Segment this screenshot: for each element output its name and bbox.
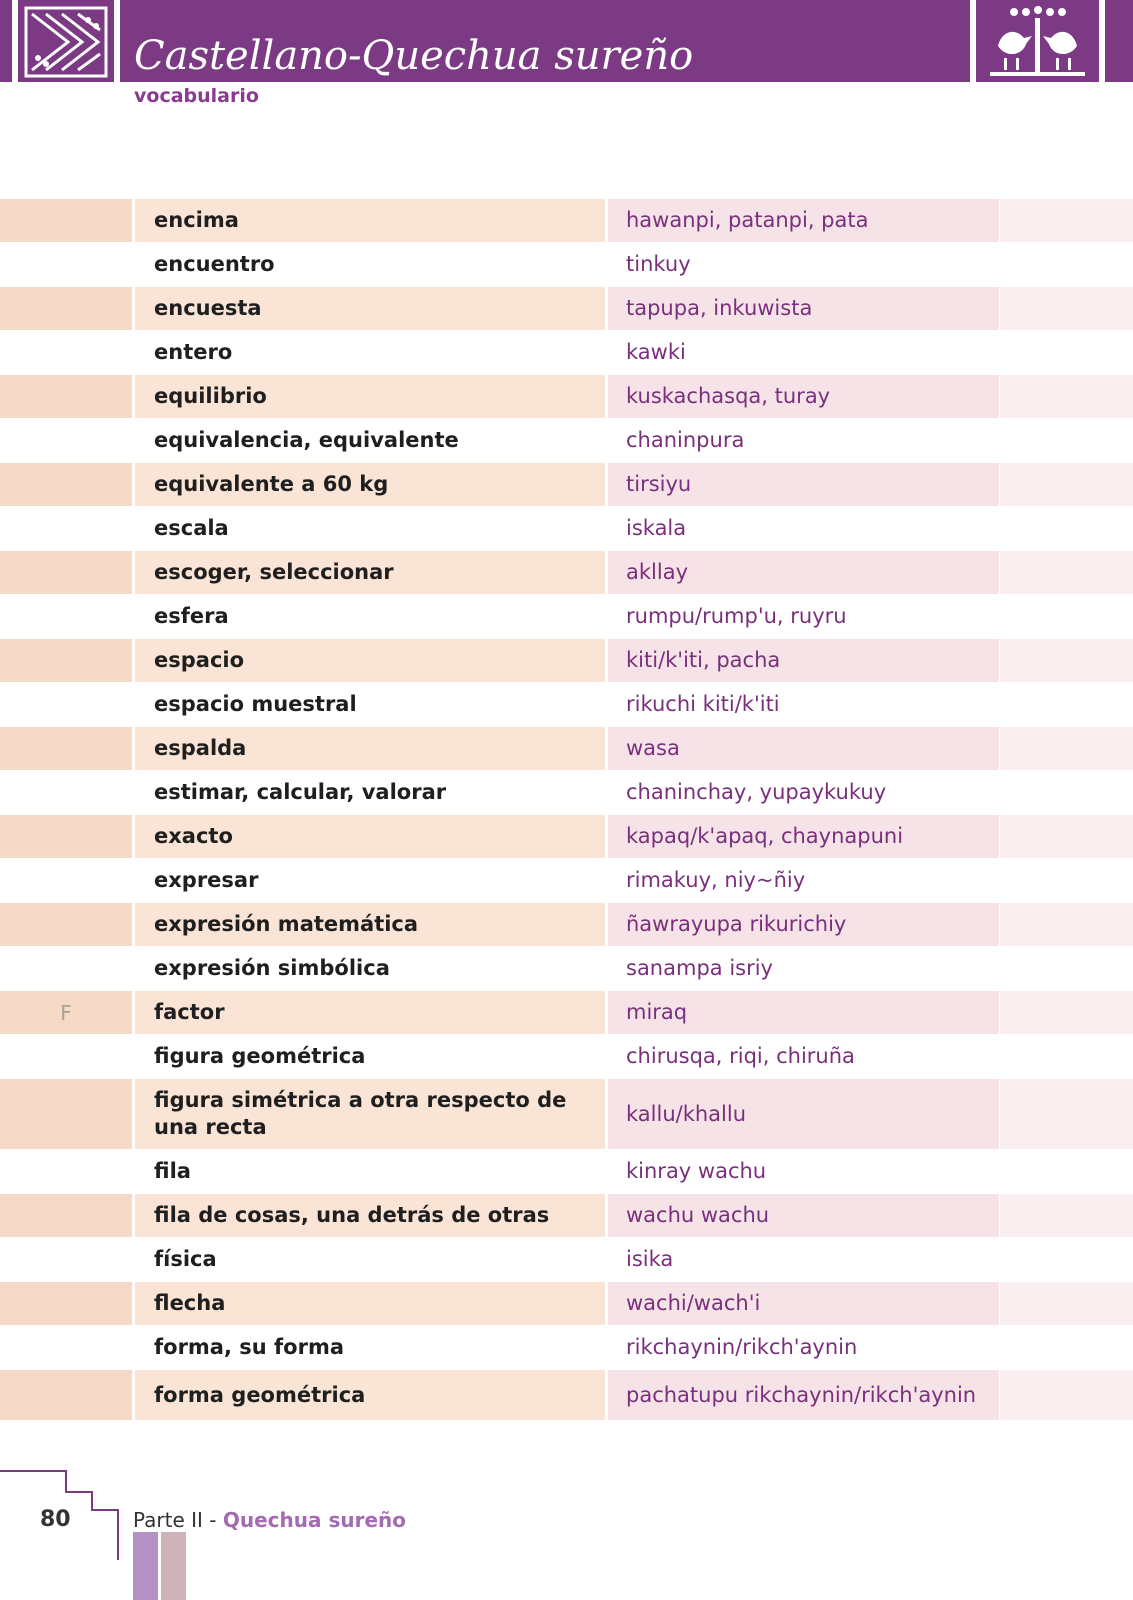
table-row <box>0 1282 1133 1325</box>
table-row <box>0 199 1133 242</box>
section-letter <box>0 683 132 726</box>
quechua-translation: wasa <box>608 727 999 770</box>
section-letter <box>0 463 132 506</box>
quechua-translation: kiti/k'iti, pacha <box>608 639 999 682</box>
section-letter <box>0 375 132 418</box>
section-letter <box>0 771 132 814</box>
section-letter <box>0 1238 132 1281</box>
footer-part-label <box>133 1506 406 1534</box>
table-row <box>0 287 1133 330</box>
row-tail <box>1000 1035 1133 1078</box>
section-letter <box>0 419 132 462</box>
table-row <box>0 243 1133 286</box>
table-row <box>0 727 1133 770</box>
spanish-term: expresar <box>154 868 259 892</box>
spanish-term: equilibrio <box>135 375 605 418</box>
section-letter <box>0 243 132 286</box>
table-row <box>0 507 1133 550</box>
table-row <box>0 331 1133 374</box>
quechua-translation: hawanpi, patanpi, pata <box>608 199 999 242</box>
spanish-term: forma, su forma <box>154 1335 344 1359</box>
table-row <box>0 1238 1133 1281</box>
quechua-translation: rikuchi kiti/k'iti <box>626 692 780 716</box>
row-tail <box>1000 991 1133 1034</box>
spanish-term: equivalencia, equivalente <box>154 428 459 452</box>
quechua-translation: tapupa, inkuwista <box>608 287 999 330</box>
page-number: 80 <box>40 1507 71 1532</box>
table-row <box>0 639 1133 682</box>
section-letter <box>0 1370 132 1420</box>
row-tail <box>1000 375 1133 418</box>
section-letter <box>0 287 132 330</box>
spanish-term: equivalente a 60 kg <box>135 463 605 506</box>
spanish-term: escoger, seleccionar <box>135 551 605 594</box>
left-logo <box>12 0 120 82</box>
quechua-translation: akllay <box>608 551 999 594</box>
quechua-translation: kuskachasqa, turay <box>608 375 999 418</box>
row-tail <box>1000 947 1133 990</box>
spanish-term: encima <box>135 199 605 242</box>
quechua-translation: sanampa isriy <box>626 956 773 980</box>
table-row <box>0 419 1133 462</box>
spanish-term: encuesta <box>135 287 605 330</box>
table-row <box>0 551 1133 594</box>
section-letter <box>0 859 132 902</box>
table-row <box>0 1194 1133 1237</box>
section-letter <box>0 727 132 770</box>
table-row <box>0 947 1133 990</box>
spanish-term: espalda <box>135 727 605 770</box>
quechua-translation: tinkuy <box>626 252 691 276</box>
table-row <box>0 683 1133 726</box>
row-tail <box>1000 1282 1133 1325</box>
spanish-term: exacto <box>135 815 605 858</box>
spanish-term: entero <box>154 340 233 364</box>
spanish-term: esfera <box>154 604 229 628</box>
section-letter <box>0 1282 132 1325</box>
table-row <box>0 903 1133 946</box>
section-letter <box>0 1035 132 1078</box>
table-row <box>0 375 1133 418</box>
quechua-translation: isika <box>626 1247 674 1271</box>
quechua-translation: tirsiyu <box>608 463 999 506</box>
quechua-translation: chaninpura <box>626 428 745 452</box>
section-letter <box>0 199 132 242</box>
spanish-term: factor <box>135 991 605 1034</box>
table-row <box>0 1370 1133 1420</box>
row-tail <box>1000 243 1133 286</box>
quechua-translation: wachi/wach'i <box>608 1282 999 1325</box>
section-letter <box>0 639 132 682</box>
row-tail <box>1000 859 1133 902</box>
row-tail <box>1000 1238 1133 1281</box>
row-tail <box>1000 1370 1133 1420</box>
row-tail <box>1000 507 1133 550</box>
row-tail <box>1000 1326 1133 1369</box>
page-title: Castellano-Quechua sureño <box>134 33 694 79</box>
row-tail <box>1000 1150 1133 1193</box>
spanish-term: escala <box>154 516 229 540</box>
table-row <box>0 1326 1133 1369</box>
quechua-translation: chirusqa, riqi, chiruña <box>626 1044 855 1068</box>
row-tail <box>1000 551 1133 594</box>
row-tail <box>1000 1194 1133 1237</box>
quechua-translation: rumpu/rump'u, ruyru <box>626 604 847 628</box>
section-letter <box>0 1194 132 1237</box>
section-letter <box>0 551 132 594</box>
row-tail <box>1000 815 1133 858</box>
row-tail <box>1000 199 1133 242</box>
footer-part-highlight: Quechua sureño <box>222 1508 407 1532</box>
section-letter <box>0 1326 132 1369</box>
spanish-term: forma geométrica <box>135 1370 605 1420</box>
quechua-translation: rikchaynin/rikch'aynin <box>626 1335 858 1359</box>
table-row <box>0 1079 1133 1149</box>
section-letter <box>0 903 132 946</box>
row-tail <box>1000 287 1133 330</box>
quechua-translation: ñawrayupa rikurichiy <box>608 903 999 946</box>
spanish-term: fila <box>154 1159 191 1183</box>
spanish-term: estimar, calcular, valorar <box>154 780 447 804</box>
table-row <box>0 771 1133 814</box>
section-letter <box>0 507 132 550</box>
quechua-translation: wachu wachu <box>608 1194 999 1237</box>
spanish-term: espacio <box>135 639 605 682</box>
table-row <box>0 815 1133 858</box>
section-letter <box>0 1079 132 1149</box>
right-logo <box>970 0 1105 82</box>
section-letter <box>0 1150 132 1193</box>
spanish-term: física <box>154 1247 217 1271</box>
table-row <box>0 595 1133 638</box>
quechua-translation: kinray wachu <box>626 1159 767 1183</box>
footer-part-prefix: Parte II - <box>133 1508 223 1532</box>
geometric-pattern-icon <box>18 0 114 82</box>
section-letter: F <box>0 991 132 1034</box>
row-tail <box>1000 331 1133 374</box>
section-letter <box>0 947 132 990</box>
spanish-term: expresión matemática <box>135 903 605 946</box>
table-row <box>0 463 1133 506</box>
birds-tree-pattern-icon <box>976 0 1099 82</box>
spanish-term: figura geométrica <box>154 1044 366 1068</box>
spanish-term: figura simétrica a otra respecto de una recta <box>135 1079 605 1149</box>
footer-bar-pink <box>161 1532 186 1600</box>
quechua-translation: pachatupu rikchaynin/rikch'aynin <box>608 1370 999 1420</box>
row-tail <box>1000 419 1133 462</box>
row-tail <box>1000 771 1133 814</box>
spanish-term: expresión simbólica <box>154 956 390 980</box>
spanish-term: flecha <box>135 1282 605 1325</box>
row-tail <box>1000 727 1133 770</box>
quechua-translation: kawki <box>626 340 686 364</box>
row-tail <box>1000 639 1133 682</box>
row-tail <box>1000 903 1133 946</box>
section-letter <box>0 331 132 374</box>
spanish-term: encuentro <box>154 252 275 276</box>
row-tail <box>1000 683 1133 726</box>
footer-bar-purple <box>133 1532 158 1600</box>
row-tail <box>1000 463 1133 506</box>
quechua-translation: chaninchay, yupaykukuy <box>626 780 887 804</box>
row-tail <box>1000 1079 1133 1149</box>
quechua-translation: kallu/khallu <box>608 1079 999 1149</box>
page-subtitle: vocabulario <box>134 85 259 107</box>
spanish-term: fila de cosas, una detrás de otras <box>135 1194 605 1237</box>
row-tail <box>1000 595 1133 638</box>
table-row <box>0 1150 1133 1193</box>
section-letter <box>0 595 132 638</box>
quechua-translation: rimakuy, niy~ñiy <box>626 868 806 892</box>
table-row <box>0 859 1133 902</box>
quechua-translation: kapaq/k'apaq, chaynapuni <box>608 815 999 858</box>
spanish-term: espacio muestral <box>154 692 357 716</box>
table-row <box>0 991 1133 1034</box>
section-letter <box>0 815 132 858</box>
quechua-translation: miraq <box>608 991 999 1034</box>
quechua-translation: iskala <box>626 516 687 540</box>
table-row <box>0 1035 1133 1078</box>
